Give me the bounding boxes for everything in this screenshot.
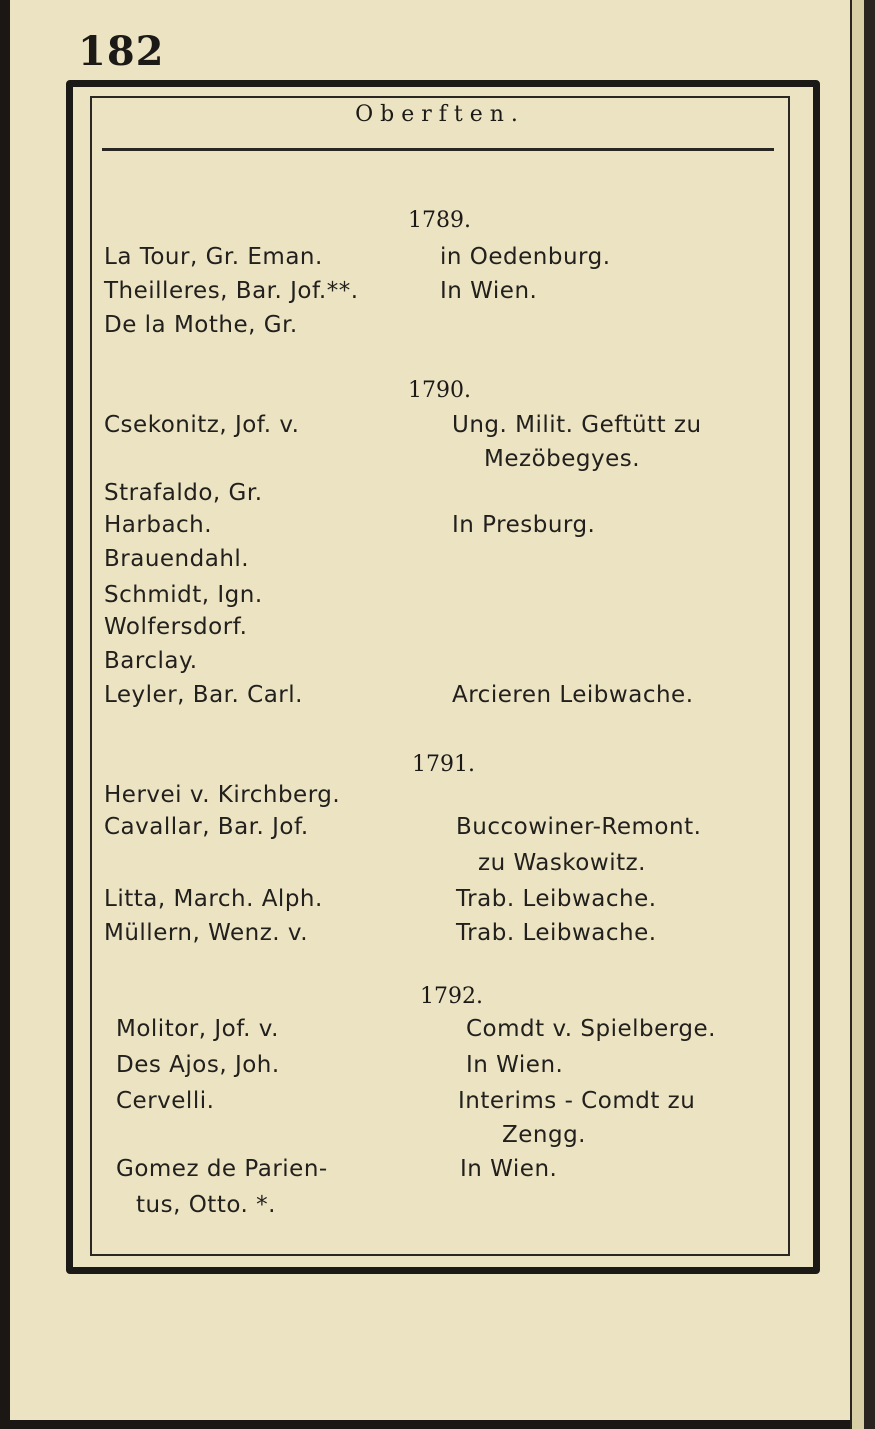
entry-place-continued: Zengg. [502,1122,586,1148]
entry-place: In Presburg. [452,512,596,538]
entry-name: Litta, March. Alph. [104,886,323,912]
entry-place-continued: zu Waskowitz. [478,850,646,876]
entry-name: Theilleres, Bar. Jof.**. [104,278,359,304]
entry-name: Csekonitz, Jof. v. [104,412,300,438]
entry-name: Gomez de Parien- [116,1156,328,1182]
inner-frame-border [90,96,790,1256]
entry-name: Cervelli. [116,1088,215,1114]
section-year-1792: 1792. [420,984,483,1009]
entry-place-continued: Mezöbegyes. [484,446,641,472]
section-year-1791: 1791. [412,752,475,777]
entry-place: Comdt v. Spielberge. [466,1016,716,1042]
entry-name-continued: tus, Otto. *. [136,1192,276,1218]
entry-name: Molitor, Jof. v. [116,1016,279,1042]
page-heading: Oberften. [355,102,525,127]
entry-name: La Tour, Gr. Eman. [104,244,323,270]
entry-name: Brauendahl. [104,546,250,572]
entry-name: Müllern, Wenz. v. [104,920,309,946]
entry-place: Trab. Leibwache. [456,886,657,912]
entry-name: Leyler, Bar. Carl. [104,682,303,708]
section-year-1790: 1790. [408,378,471,403]
entry-place: Ung. Milit. Geftütt zu [452,412,702,438]
entry-name: Harbach. [104,512,213,538]
entry-name: Cavallar, Bar. Jof. [104,814,309,840]
page-number: 182 [78,28,165,75]
heading-rule [102,148,774,151]
entry-place: In Wien. [466,1052,564,1078]
entry-name: Schmidt, Ign. [104,582,263,608]
entry-name: Wolfersdorf. [104,614,248,640]
entry-place: Arcieren Leibwache. [452,682,694,708]
entry-place: in Oedenburg. [440,244,611,270]
adjacent-page-edge [852,0,864,1429]
section-year-1789: 1789. [408,208,471,233]
entry-place: Interims - Comdt zu [458,1088,696,1114]
entry-place: Buccowiner-Remont. [456,814,702,840]
entry-name: Hervei v. Kirchberg. [104,782,341,808]
entry-place: Trab. Leibwache. [456,920,657,946]
entry-name: Des Ajos, Joh. [116,1052,280,1078]
entry-name: Strafaldo, Gr. [104,480,263,506]
entry-place: In Wien. [460,1156,558,1182]
entry-name: Barclay. [104,648,198,674]
entry-place: In Wien. [440,278,538,304]
entry-name: De la Mothe, Gr. [104,312,298,338]
